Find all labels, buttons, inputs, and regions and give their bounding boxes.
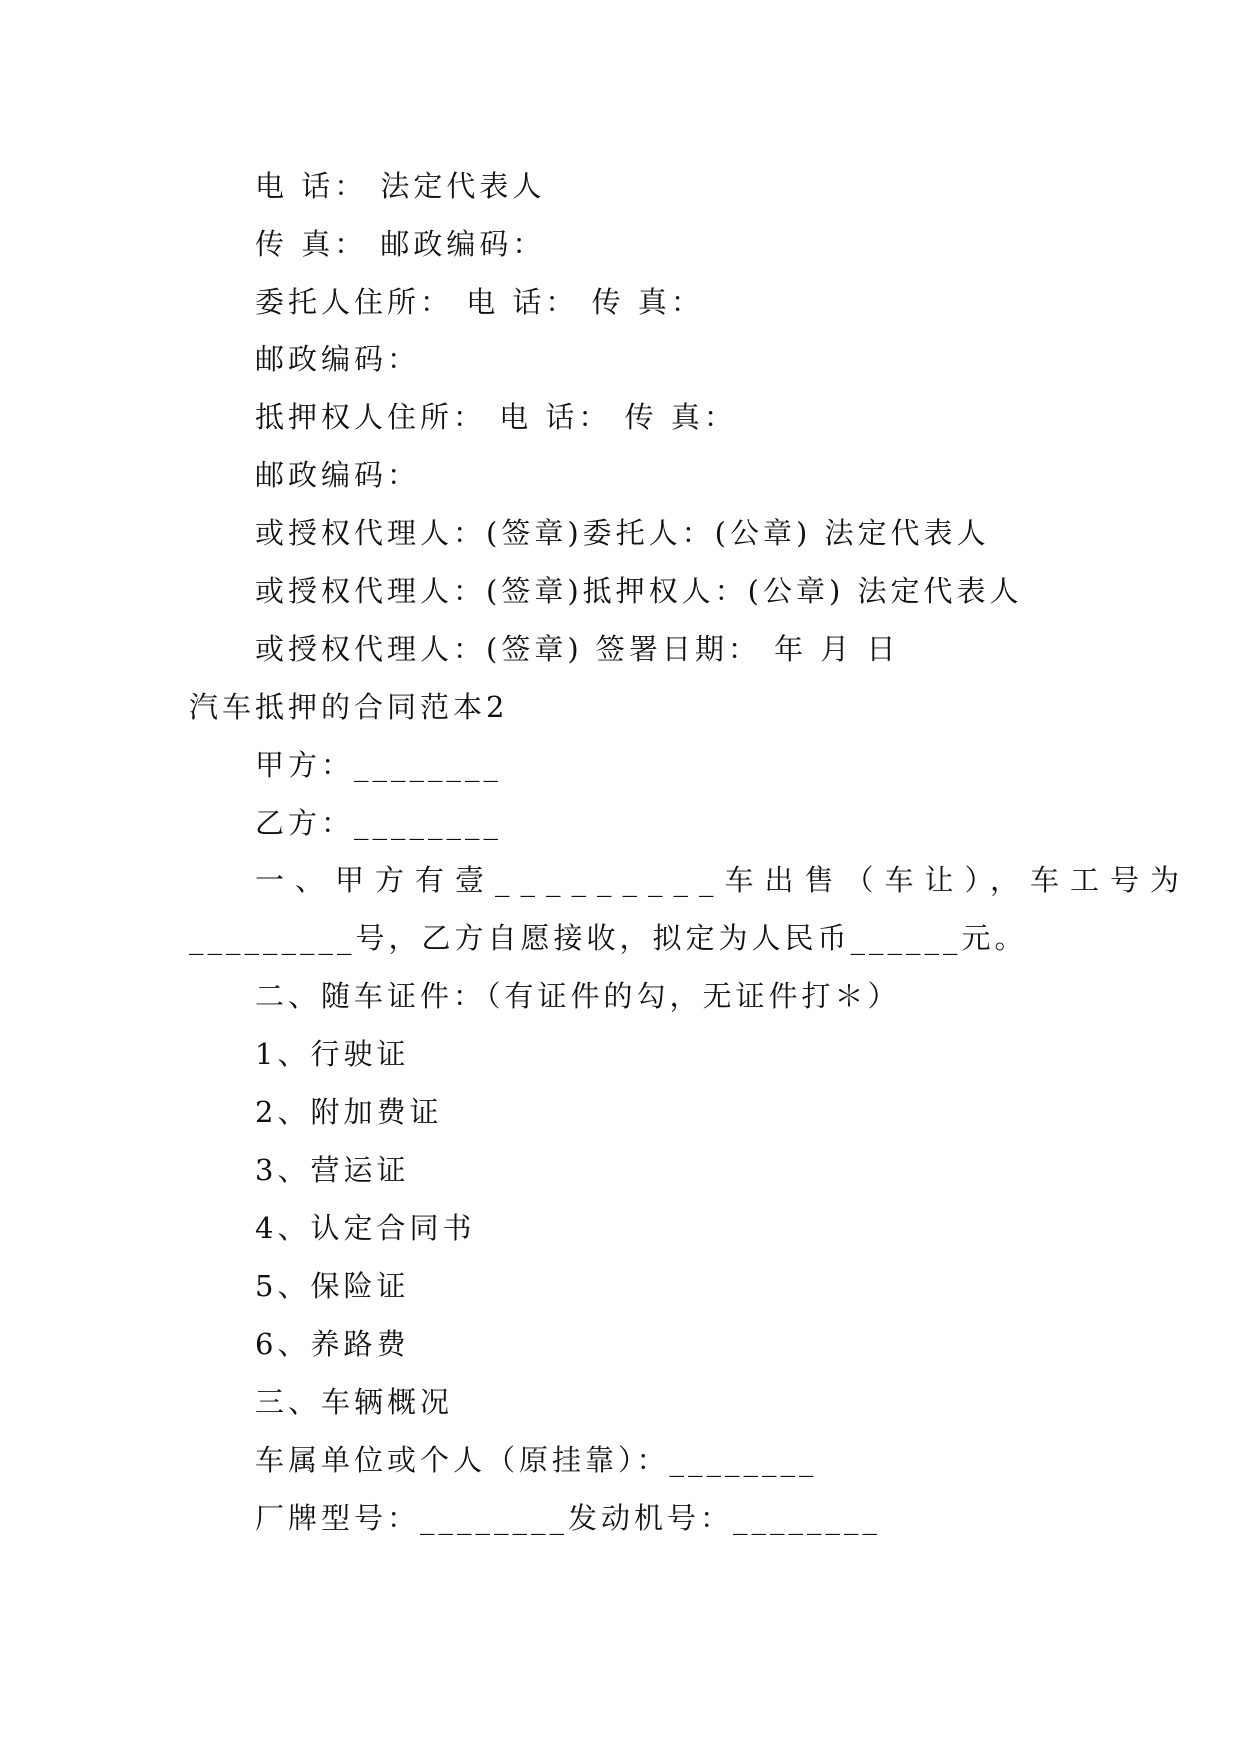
section-title: 汽车抵押的合同范本2 [189, 690, 509, 724]
party-b-line: 乙方：________ [255, 806, 503, 840]
mortgagee-address-line: 抵押权人住所： 电 话： 传 真： [255, 400, 737, 434]
principal-postcode-line: 邮政编码： [255, 342, 421, 376]
clause-two-heading: 二、随车证件：（有证件的勾，无证件打＊） [255, 979, 901, 1013]
fax-postcode-line: 传 真： 邮政编码： [255, 227, 546, 261]
clause-one-line-2: _________号，乙方自愿接收，拟定为人民币______元。 [189, 921, 1028, 955]
party-a-line: 甲方：________ [255, 748, 503, 782]
principal-signature-line: 或授权代理人：(签章)委托人：(公章) 法定代表人 [255, 516, 990, 550]
clause-one-line-1: 一、甲方有壹_________车出售（车让），车工号为 [255, 863, 1191, 897]
mortgagee-signature-line: 或授权代理人：(签章)抵押权人：(公章) 法定代表人 [255, 574, 1023, 608]
signing-date-line: 或授权代理人：(签章) 签署日期： 年 月 日 [255, 632, 900, 666]
list-item: 2、附加费证 [255, 1095, 443, 1129]
mortgagee-postcode-line: 邮政编码： [255, 458, 421, 492]
list-item: 3、营运证 [255, 1153, 410, 1187]
list-item: 5、保险证 [255, 1269, 410, 1303]
phone-legal-rep-line: 电 话： 法定代表人 [255, 169, 546, 203]
vehicle-owner-line: 车属单位或个人（原挂靠）：________ [255, 1443, 818, 1477]
list-item: 6、养路费 [255, 1327, 410, 1361]
list-item: 4、认定合同书 [255, 1211, 476, 1245]
list-item: 1、行驶证 [255, 1037, 410, 1071]
model-engine-line: 厂牌型号：________发动机号：________ [255, 1501, 882, 1535]
clause-three-heading: 三、车辆概况 [255, 1385, 454, 1419]
principal-address-line: 委托人住所： 电 话： 传 真： [255, 285, 704, 319]
